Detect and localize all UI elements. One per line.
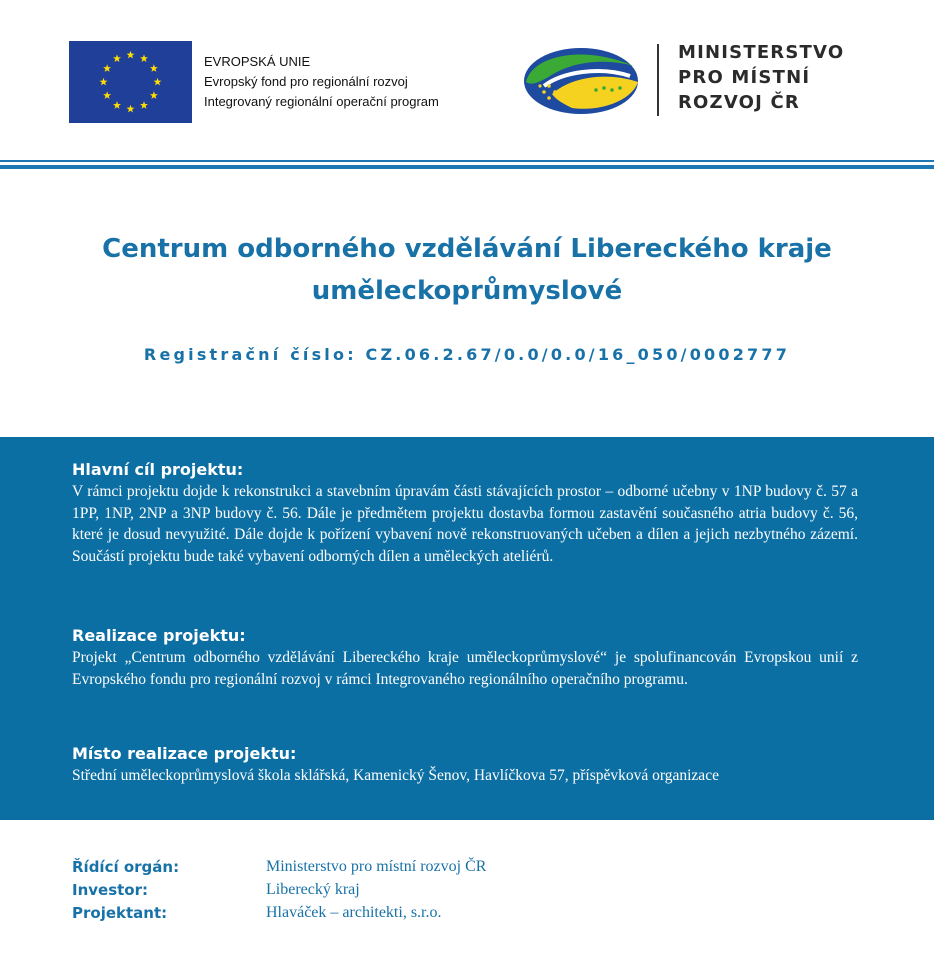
footer-value: Hlaváček – architekti, s.r.o. — [266, 904, 442, 921]
eu-star-icon — [140, 54, 148, 62]
footer-value: Ministerstvo pro místní rozvoj ČR — [266, 858, 487, 875]
ministry-name — [678, 40, 844, 115]
eu-line-3: Integrovaný regionální operační program — [204, 94, 439, 109]
eu-star-icon — [154, 78, 162, 86]
section-body: Projekt „Centrum odborného vzdělávání Libereckého kraje uměleckoprůmyslové“ je spolufinancován Evropskou unií z Evropského fondu pro regionální rozvoj v rámci Integrovaného regionálního operačního programu. — [72, 649, 858, 688]
eu-text-block — [204, 52, 439, 112]
project-title-line-1: Centrum odborného vzdělávání Libereckého kraje — [102, 234, 832, 264]
eu-star-icon — [140, 101, 148, 109]
footer-value: Liberecký kraj — [266, 881, 360, 898]
eu-star-icon — [103, 64, 111, 72]
ministry-line-3: ROZVOJ ČR — [678, 92, 800, 113]
section-main-goal — [72, 459, 858, 567]
eu-line-1: EVROPSKÁ UNIE — [204, 54, 311, 69]
section-heading: Hlavní cíl projektu: — [72, 460, 244, 479]
header — [0, 0, 934, 160]
eu-star-icon — [150, 91, 158, 99]
project-title-line-2: uměleckoprůmyslové — [311, 276, 623, 306]
eu-line-2: Evropský fond pro regionální rozvoj — [204, 74, 408, 89]
divider-thick — [0, 165, 934, 169]
eu-star-icon — [127, 51, 135, 59]
eu-star-icon — [113, 101, 121, 109]
divider-thin — [0, 160, 934, 162]
eu-star-icon — [100, 78, 108, 86]
ministry-logo-icon — [522, 46, 640, 116]
ministry-line-1: MINISTERSTVO — [678, 42, 845, 63]
footer-label: Řídící orgán: — [72, 858, 180, 876]
logo-divider — [657, 44, 659, 116]
eu-star-icon — [103, 91, 111, 99]
section-body: Střední uměleckoprůmyslová škola sklářská, Kamenický Šenov, Havlíčkova 57, příspěvková organizace — [72, 767, 719, 784]
eu-stars-icon — [69, 41, 192, 123]
project-title — [0, 228, 934, 312]
eu-star-icon — [150, 64, 158, 72]
registration-number: Registrační číslo: CZ.06.2.67/0.0/0.0/16_050/0002777 — [143, 345, 791, 364]
ministry-line-2: PRO MÍSTNÍ — [678, 67, 811, 88]
footer-label: Projektant: — [72, 904, 168, 922]
eu-star-icon — [127, 105, 135, 113]
section-body: V rámci projektu dojde k rekonstrukci a stavebním úpravám části stávajících prostor – odborné učebny v 1NP budovy č. 57 a 1PP, 1NP, 2NP a 3NP budovy č. 56. Dále je předmětem projektu dostavba formou zastavění současného atria budovy č. 56, které je dosud nevyužité. Dále dojde k pořízení vybavení nově rekonstruovaných učeben a dílen a jejich nezbytného zázemí. Součástí projektu bude také vybavení odborných dílen a uměleckých ateliérů. — [72, 483, 858, 565]
section-heading: Realizace projektu: — [72, 626, 246, 645]
eu-star-icon — [113, 54, 121, 62]
section-heading: Místo realizace projektu: — [72, 744, 297, 763]
eu-flag-logo — [69, 41, 192, 123]
section-implementation — [72, 625, 858, 690]
section-location — [72, 743, 858, 787]
footer-label: Investor: — [72, 881, 149, 899]
